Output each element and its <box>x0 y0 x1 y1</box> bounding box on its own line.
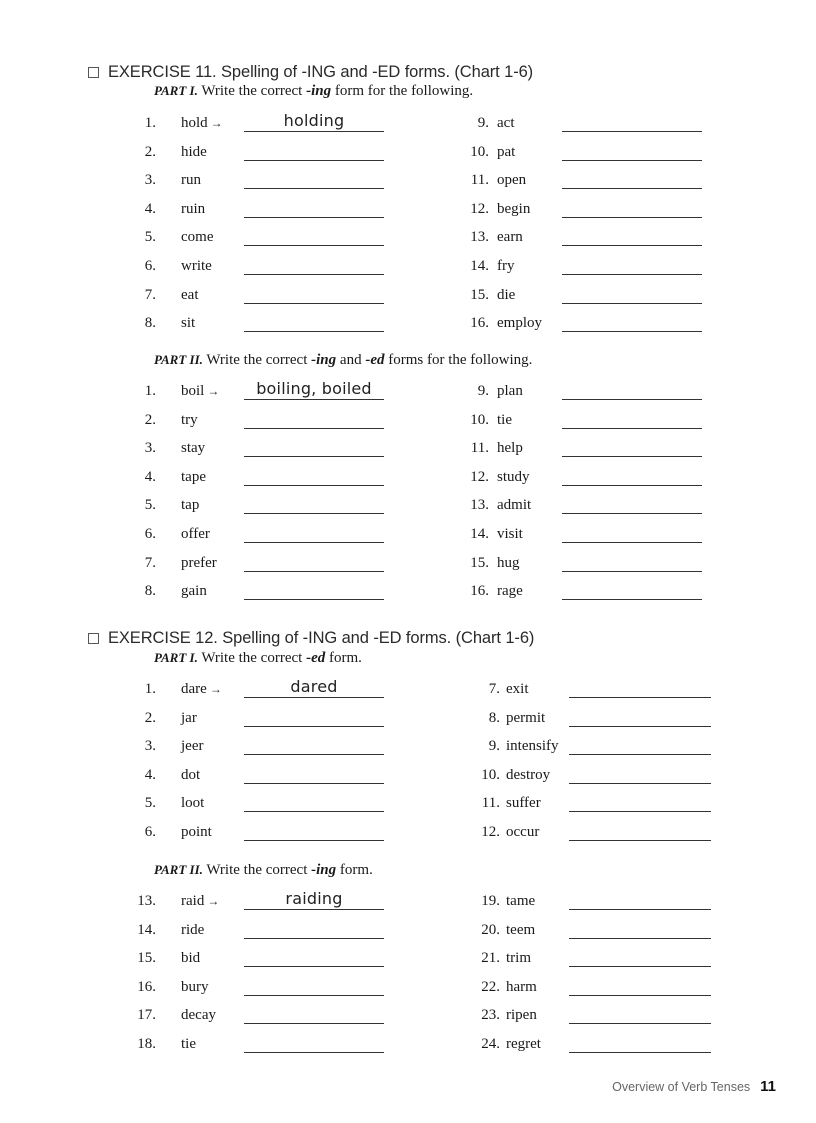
item-word <box>497 497 531 514</box>
answer-blank[interactable] <box>244 551 384 572</box>
item-word <box>506 950 531 967</box>
arrow-icon: → <box>209 682 222 696</box>
item-number: 15. <box>470 554 489 571</box>
item-number: 15. <box>470 286 489 303</box>
item-word-text: fry <box>497 258 515 274</box>
item-number: 12. <box>481 824 500 840</box>
ex11-part1-instruction <box>154 83 473 100</box>
item-number: 12. <box>470 200 489 217</box>
answer-blank[interactable] <box>569 820 711 841</box>
answer-blank[interactable] <box>569 677 711 698</box>
exercise-11-title: EXERCISE 11. Spelling of -ING and -ED forms. (Chart 1-6) <box>108 63 534 81</box>
item-word-text: intensify <box>506 738 559 755</box>
item-word-text: prefer <box>181 554 217 571</box>
item-number: 1. <box>144 681 156 697</box>
answer-blank[interactable] <box>562 168 702 189</box>
instruction-text: Write the correct <box>206 352 308 368</box>
answer-blank[interactable] <box>562 465 702 486</box>
item-word-text: ripen <box>506 1007 537 1024</box>
item-word <box>506 1036 541 1053</box>
item-number: 6. <box>144 526 156 542</box>
exercise-11-header <box>88 63 533 82</box>
item-word-text: tap <box>181 497 200 514</box>
item-word <box>497 383 523 400</box>
item-word-text: die <box>497 286 516 303</box>
item-word <box>506 893 535 910</box>
item-word-text: admit <box>497 497 532 514</box>
item-word-text: open <box>497 172 527 189</box>
item-word-text: act <box>497 115 515 131</box>
item-word <box>506 710 545 727</box>
item-number: 4. <box>144 468 156 485</box>
answer-blank[interactable] <box>569 763 711 784</box>
instruction-text: form. <box>339 862 373 878</box>
item-word-text: offer <box>181 526 210 542</box>
arrow-icon: → <box>210 116 223 130</box>
answer-blank[interactable] <box>244 763 384 784</box>
answer-blank[interactable] <box>244 820 384 841</box>
item-word-text: boil <box>181 383 205 399</box>
item-number: 8. <box>144 583 156 600</box>
answer-blank[interactable] <box>244 140 384 161</box>
answer-blank[interactable] <box>244 493 384 514</box>
item-number: 11. <box>470 440 489 457</box>
item-word-text: trim <box>506 950 531 967</box>
answer-blank[interactable] <box>244 975 384 996</box>
item-word-text: tame <box>506 893 536 909</box>
item-word <box>181 469 206 486</box>
answer-blank[interactable] <box>244 734 384 755</box>
item-number: 15. <box>137 950 156 967</box>
item-word-text: dare <box>181 681 207 697</box>
instruction-text: forms for the following. <box>388 352 533 368</box>
ex12-part1-instruction <box>154 650 362 667</box>
item-number: 16. <box>137 978 156 995</box>
item-word <box>181 440 205 457</box>
item-number: 13. <box>470 229 489 246</box>
instruction-text: Write the correct <box>206 862 308 878</box>
item-word <box>497 412 512 429</box>
item-number: 12. <box>470 468 489 485</box>
answer-blank[interactable] <box>569 889 711 910</box>
part-label: PART I. <box>154 650 198 665</box>
answer-blank[interactable] <box>569 706 711 727</box>
instruction-emphasis: -ing <box>311 862 337 878</box>
item-word <box>181 922 204 939</box>
answer-blank[interactable] <box>562 197 702 218</box>
answer-blank[interactable] <box>244 889 384 910</box>
item-number: 24. <box>481 1036 500 1052</box>
arrow-icon: → <box>207 894 220 908</box>
answer-blank[interactable] <box>562 579 702 600</box>
item-number: 7. <box>144 554 156 571</box>
item-word <box>497 287 515 304</box>
answer-blank[interactable] <box>244 579 384 600</box>
item-word <box>506 767 550 784</box>
item-word-text: tie <box>181 1036 196 1052</box>
item-word <box>181 1036 196 1053</box>
item-word <box>506 738 559 755</box>
answer-blank[interactable] <box>244 918 384 939</box>
item-word <box>181 258 212 275</box>
answer-blank[interactable] <box>244 677 384 698</box>
answer-blank[interactable] <box>244 436 384 457</box>
item-word-text: occur <box>506 824 540 840</box>
item-word-text: hug <box>497 554 520 571</box>
handwritten-answer: holding <box>283 111 345 130</box>
item-number: 10. <box>470 143 489 160</box>
answer-blank[interactable] <box>562 522 702 543</box>
item-word-text: point <box>181 824 212 840</box>
answer-blank[interactable] <box>562 311 702 332</box>
exercise-12-checkbox[interactable] <box>88 633 99 644</box>
item-number: 10. <box>470 411 489 428</box>
item-number: 2. <box>144 709 156 726</box>
item-word <box>506 979 537 996</box>
item-number: 3. <box>144 440 156 457</box>
answer-blank[interactable] <box>244 522 384 543</box>
item-number: 17. <box>137 1007 156 1024</box>
item-word-text: hold <box>181 115 208 131</box>
item-word-text: dot <box>181 766 201 783</box>
item-number: 5. <box>144 795 156 812</box>
item-word-text: ride <box>181 921 205 938</box>
item-word-text: regret <box>506 1036 541 1052</box>
item-word <box>181 979 209 996</box>
instruction-emphasis: -ed <box>306 650 326 666</box>
item-word <box>181 681 222 698</box>
answer-blank[interactable] <box>562 408 702 429</box>
item-number: 11. <box>470 172 489 189</box>
answer-blank[interactable] <box>244 1032 384 1053</box>
item-word-text: teem <box>506 921 536 938</box>
answer-blank[interactable] <box>244 283 384 304</box>
footer-chapter-title: Overview of Verb Tenses <box>612 1080 751 1094</box>
item-word-text: decay <box>181 1007 216 1024</box>
item-number: 11. <box>481 795 500 812</box>
item-word-text: exit <box>506 681 529 697</box>
item-word-text: plan <box>497 383 523 399</box>
answer-blank[interactable] <box>569 1003 711 1024</box>
item-word <box>497 201 530 218</box>
arrow-icon: → <box>207 384 220 398</box>
item-number: 2. <box>144 143 156 160</box>
item-word-text: jeer <box>181 738 204 755</box>
item-word <box>181 950 200 967</box>
item-number: 19. <box>481 893 500 909</box>
part-label: PART II. <box>154 862 203 877</box>
page-footer <box>612 1078 776 1095</box>
instruction-text: Write the correct <box>201 650 303 666</box>
answer-blank[interactable] <box>244 946 384 967</box>
item-word-text: study <box>497 468 530 485</box>
item-word-text: eat <box>181 286 199 303</box>
item-word <box>181 201 205 218</box>
ex12-part2-instruction <box>154 862 373 879</box>
item-number: 16. <box>470 583 489 600</box>
item-number: 9. <box>488 738 500 755</box>
item-word-text: bury <box>181 978 209 995</box>
item-number: 14. <box>470 258 489 274</box>
instruction-text: form. <box>328 650 362 666</box>
item-word-text: rage <box>497 583 523 600</box>
item-word <box>181 767 200 784</box>
item-number: 13. <box>470 497 489 514</box>
answer-blank[interactable] <box>562 551 702 572</box>
item-number: 4. <box>144 766 156 783</box>
item-word-text: earn <box>497 229 523 246</box>
item-word-text: tie <box>497 411 512 428</box>
item-word-text: run <box>181 172 201 189</box>
exercise-11-checkbox[interactable] <box>88 67 99 78</box>
answer-blank[interactable] <box>562 140 702 161</box>
answer-blank[interactable] <box>569 975 711 996</box>
item-number: 13. <box>137 893 156 909</box>
answer-blank[interactable] <box>244 379 384 400</box>
item-number: 14. <box>137 921 156 938</box>
item-word <box>181 172 201 189</box>
answer-blank[interactable] <box>244 197 384 218</box>
handwritten-answer: raiding <box>285 889 343 908</box>
answer-blank[interactable] <box>569 1032 711 1053</box>
handwritten-answer: dared <box>290 677 338 696</box>
item-number: 14. <box>470 526 489 542</box>
item-number: 7. <box>144 286 156 303</box>
item-number: 6. <box>144 824 156 840</box>
item-word <box>181 1007 216 1024</box>
item-word <box>506 1007 537 1024</box>
item-number: 1. <box>144 383 156 399</box>
ex11-part2-instruction <box>154 352 532 369</box>
item-word <box>181 893 219 910</box>
item-word <box>506 681 529 698</box>
answer-blank[interactable] <box>569 791 711 812</box>
item-word-text: help <box>497 440 523 457</box>
item-word-text: jar <box>181 709 197 726</box>
item-word <box>181 710 197 727</box>
answer-blank[interactable] <box>244 1003 384 1024</box>
instruction-emphasis: -ed <box>365 352 385 368</box>
instruction-emphasis: -ing <box>311 352 337 368</box>
instruction-text: Write the correct <box>201 83 303 99</box>
item-word <box>181 144 207 161</box>
part-label: PART II. <box>154 352 203 367</box>
answer-blank[interactable] <box>244 225 384 246</box>
item-number: 2. <box>144 411 156 428</box>
instruction-text: and <box>339 352 362 368</box>
item-number: 5. <box>144 497 156 514</box>
answer-blank[interactable] <box>562 493 702 514</box>
item-word <box>181 526 210 543</box>
item-word <box>497 469 530 486</box>
item-word-text: hide <box>181 143 207 160</box>
answer-blank[interactable] <box>244 168 384 189</box>
item-number: 23. <box>481 1007 500 1024</box>
item-word-text: try <box>181 411 198 428</box>
item-word <box>497 115 514 132</box>
item-number: 1. <box>144 115 156 131</box>
item-word-text: pat <box>497 143 516 160</box>
instruction-emphasis: -ing <box>306 83 332 99</box>
answer-blank[interactable] <box>244 111 384 132</box>
item-word <box>181 315 195 332</box>
item-word <box>181 738 203 755</box>
answer-blank[interactable] <box>569 918 711 939</box>
answer-blank[interactable] <box>244 465 384 486</box>
item-number: 16. <box>470 315 489 332</box>
answer-blank[interactable] <box>569 734 711 755</box>
item-number: 21. <box>481 950 500 967</box>
answer-blank[interactable] <box>562 111 702 132</box>
answer-blank[interactable] <box>562 379 702 400</box>
item-word <box>497 258 515 275</box>
item-word <box>181 412 198 429</box>
answer-blank[interactable] <box>244 706 384 727</box>
item-number: 18. <box>137 1036 156 1052</box>
answer-blank[interactable] <box>244 791 384 812</box>
item-word-text: sit <box>181 315 196 332</box>
item-word <box>497 229 523 246</box>
answer-blank[interactable] <box>562 283 702 304</box>
item-word-text: begin <box>497 200 531 217</box>
item-word-text: gain <box>181 583 207 600</box>
item-word <box>497 172 526 189</box>
item-number: 3. <box>144 738 156 755</box>
answer-blank[interactable] <box>562 225 702 246</box>
item-word-text: visit <box>497 526 523 542</box>
item-word-text: harm <box>506 978 537 995</box>
answer-blank[interactable] <box>569 946 711 967</box>
item-word <box>497 315 542 332</box>
item-word-text: permit <box>506 709 546 726</box>
item-word-text: ruin <box>181 200 206 217</box>
item-word <box>497 144 515 161</box>
page-number: 11 <box>760 1078 776 1095</box>
item-word <box>181 555 217 572</box>
item-number: 8. <box>488 709 500 726</box>
item-number: 9. <box>477 115 489 131</box>
item-word-text: destroy <box>506 766 551 783</box>
item-word-text: raid <box>181 893 205 909</box>
item-word <box>181 229 213 246</box>
item-word <box>506 824 539 841</box>
item-number: 22. <box>481 978 500 995</box>
item-word <box>181 287 198 304</box>
item-word-text: suffer <box>506 795 541 812</box>
item-word <box>181 583 207 600</box>
part-label: PART I. <box>154 83 198 98</box>
answer-blank[interactable] <box>562 254 702 275</box>
item-number: 8. <box>144 315 156 332</box>
item-word-text: write <box>181 258 212 274</box>
item-number: 7. <box>488 681 500 697</box>
answer-blank[interactable] <box>244 254 384 275</box>
item-number: 20. <box>481 921 500 938</box>
item-number: 10. <box>481 766 500 783</box>
item-word-text: employ <box>497 315 542 332</box>
item-number: 4. <box>144 200 156 217</box>
item-word <box>506 795 541 812</box>
item-word <box>506 922 535 939</box>
item-number: 5. <box>144 229 156 246</box>
item-number: 6. <box>144 258 156 274</box>
item-number: 3. <box>144 172 156 189</box>
answer-blank[interactable] <box>244 408 384 429</box>
item-word <box>181 795 204 812</box>
instruction-text: form for the following. <box>334 83 474 99</box>
item-word <box>181 383 219 400</box>
item-word <box>181 824 212 841</box>
item-word <box>497 555 520 572</box>
item-word <box>497 440 523 457</box>
item-word <box>181 115 223 132</box>
item-word <box>497 583 523 600</box>
answer-blank[interactable] <box>244 311 384 332</box>
item-word-text: come <box>181 229 214 246</box>
item-word <box>181 497 199 514</box>
item-word-text: bid <box>181 950 201 967</box>
handwritten-answer: boiling, boiled <box>256 379 372 398</box>
item-word-text: tape <box>181 468 206 485</box>
answer-blank[interactable] <box>562 436 702 457</box>
exercise-12-title: EXERCISE 12. Spelling of -ING and -ED forms. (Chart 1-6) <box>108 629 535 647</box>
item-word-text: loot <box>181 795 205 812</box>
item-word-text: stay <box>181 440 206 457</box>
item-word <box>497 526 523 543</box>
exercise-12-header <box>88 629 534 648</box>
item-number: 9. <box>477 383 489 399</box>
